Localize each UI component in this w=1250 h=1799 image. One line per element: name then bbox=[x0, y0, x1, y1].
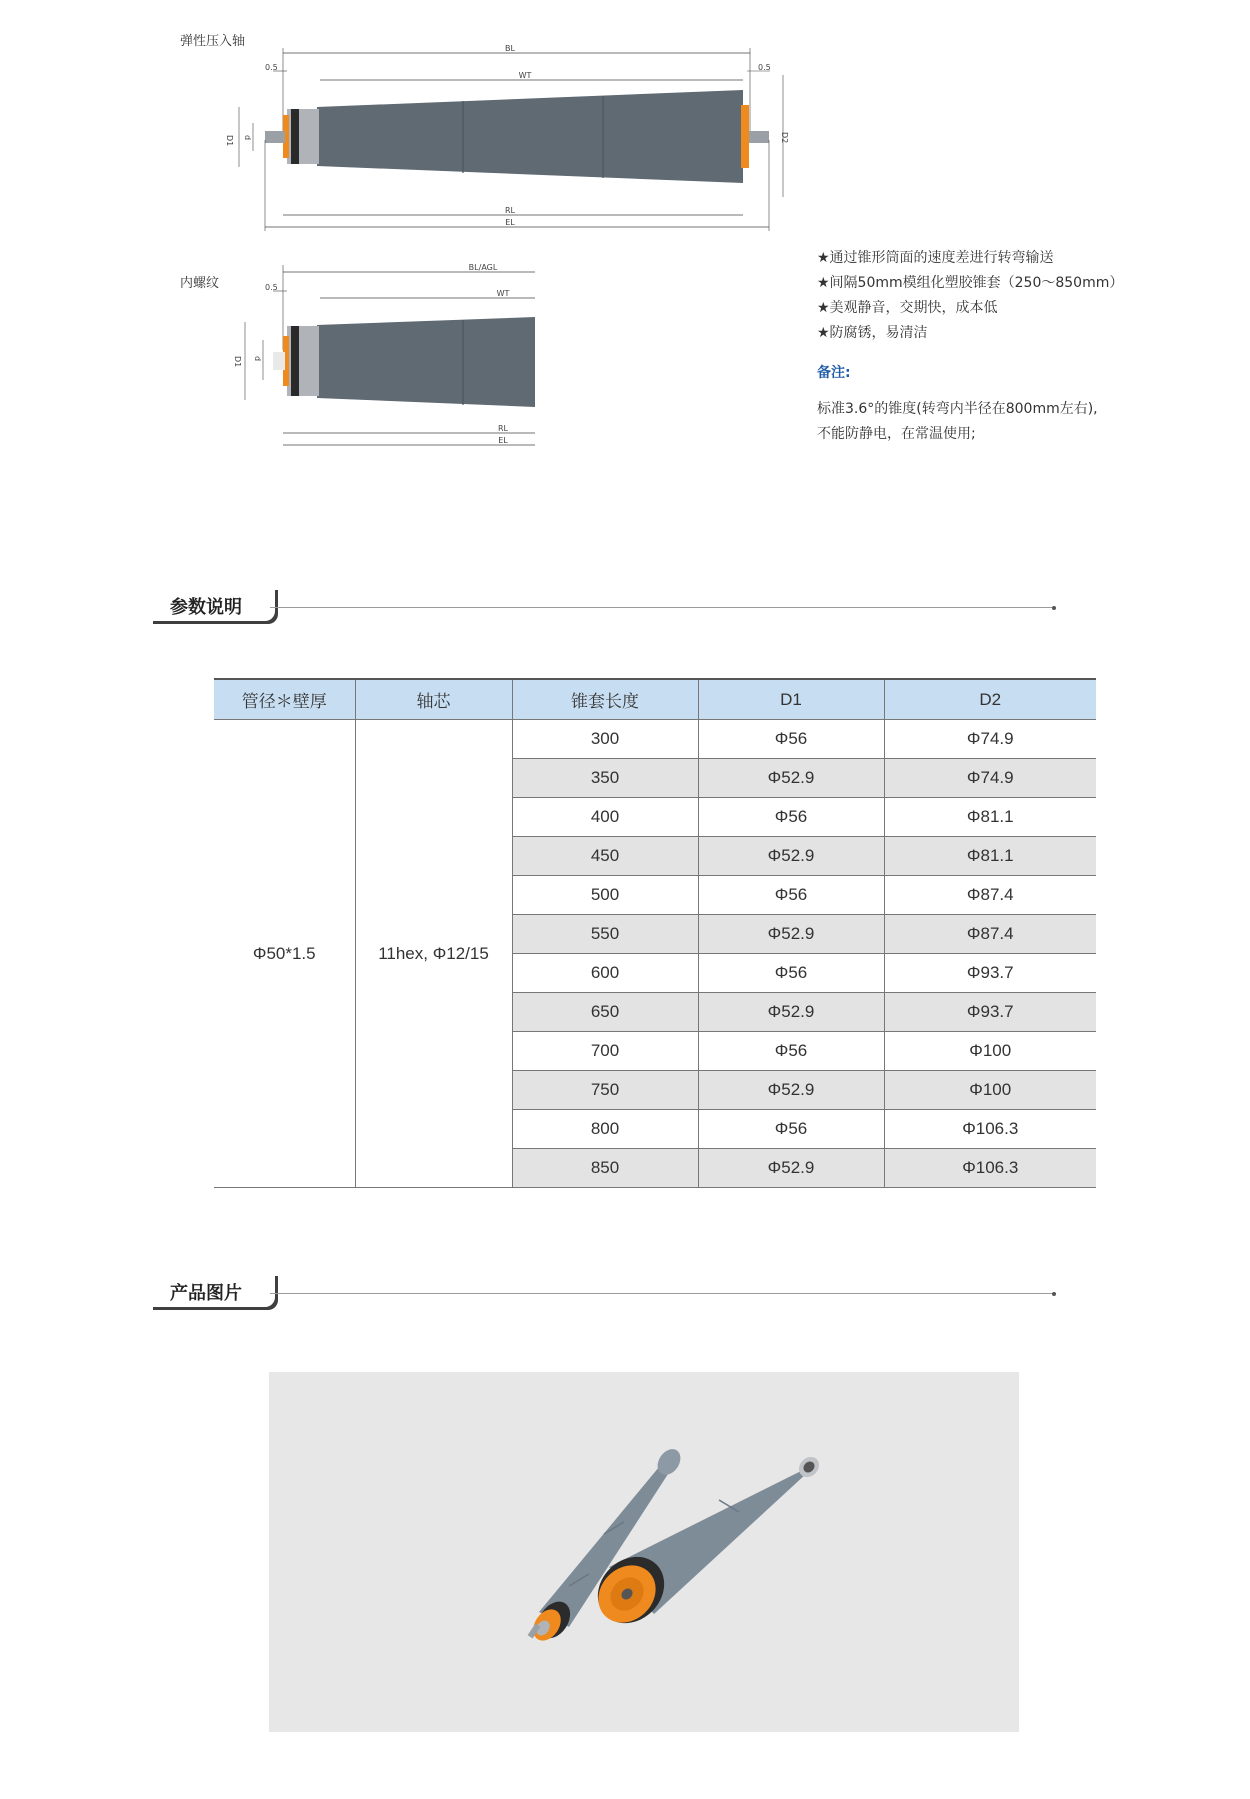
length-cell: 750 bbox=[512, 1071, 698, 1110]
note-title: 备注: bbox=[817, 365, 851, 381]
note-line: 标准3.6°的锥度(转弯内半径在800mm左右), bbox=[817, 401, 1098, 417]
photos-section-title bbox=[150, 1273, 275, 1307]
d1-cell: Φ56 bbox=[698, 720, 884, 759]
section-divider bbox=[270, 1293, 1054, 1294]
header-d1: D1 bbox=[698, 679, 884, 720]
length-cell: 400 bbox=[512, 798, 698, 837]
feature-item: ★美观静音，交期快，成本低 bbox=[817, 300, 998, 316]
dim-el-bottom: EL bbox=[498, 436, 508, 445]
internal-thread-diagram bbox=[225, 260, 545, 455]
header-pipe: 管径＊壁厚 bbox=[214, 679, 355, 720]
section-divider-dot bbox=[1052, 606, 1056, 610]
dim-rl-bottom: RL bbox=[497, 424, 509, 433]
d1-cell: Φ52.9 bbox=[698, 759, 884, 798]
dim-d1: D1 bbox=[225, 135, 234, 147]
spec-table bbox=[214, 678, 1096, 1188]
length-cell: 800 bbox=[512, 1110, 698, 1149]
photos-section-label: 产品图片 bbox=[170, 1283, 242, 1304]
top-diagram-label: 弹性压入轴 bbox=[180, 34, 246, 49]
params-section-title bbox=[150, 587, 275, 621]
dim-d2: D2 bbox=[780, 132, 789, 144]
feature-item: ★间隔50mm模组化塑胶锥套（250～850mm） bbox=[817, 275, 1124, 291]
d1-cell: Φ52.9 bbox=[698, 993, 884, 1032]
feature-list bbox=[817, 246, 1217, 346]
header-d2: D2 bbox=[884, 679, 1096, 720]
d1-cell: Φ56 bbox=[698, 954, 884, 993]
length-cell: 550 bbox=[512, 915, 698, 954]
dim-rl: RL bbox=[504, 206, 516, 215]
shaft-cell: 11hex, Φ12/15 bbox=[355, 720, 512, 1188]
d1-cell: Φ52.9 bbox=[698, 1149, 884, 1188]
length-cell: 600 bbox=[512, 954, 698, 993]
d2-cell: Φ106.3 bbox=[884, 1149, 1096, 1188]
dim-gap-right: 0.5 bbox=[758, 63, 771, 72]
d2-cell: Φ87.4 bbox=[884, 915, 1096, 954]
table-row bbox=[214, 720, 1096, 759]
dim-wt: WT bbox=[518, 71, 532, 80]
d1-cell: Φ56 bbox=[698, 1032, 884, 1071]
d2-cell: Φ81.1 bbox=[884, 837, 1096, 876]
pipe-cell: Φ50*1.5 bbox=[214, 720, 355, 1188]
dim-gap-left-bottom: 0.5 bbox=[265, 283, 278, 292]
d2-cell: Φ100 bbox=[884, 1071, 1096, 1110]
dim-bl: BL bbox=[505, 45, 515, 53]
length-cell: 700 bbox=[512, 1032, 698, 1071]
dim-el: EL bbox=[505, 218, 515, 227]
length-cell: 650 bbox=[512, 993, 698, 1032]
dim-d1-bottom: D1 bbox=[233, 356, 242, 368]
d2-cell: Φ93.7 bbox=[884, 993, 1096, 1032]
dim-gap-left: 0.5 bbox=[265, 63, 278, 72]
d2-cell: Φ74.9 bbox=[884, 759, 1096, 798]
d1-cell: Φ56 bbox=[698, 1110, 884, 1149]
conical-rollers-illustration bbox=[269, 1372, 1019, 1732]
dim-bl-agl: BL/AGL bbox=[468, 263, 498, 272]
length-cell: 300 bbox=[512, 720, 698, 759]
dim-wt-bottom: WT bbox=[496, 289, 510, 298]
d2-cell: Φ74.9 bbox=[884, 720, 1096, 759]
note-line: 不能防静电，在常温使用; bbox=[817, 426, 976, 442]
d1-cell: Φ56 bbox=[698, 798, 884, 837]
table-header-row bbox=[214, 679, 1096, 720]
d2-cell: Φ100 bbox=[884, 1032, 1096, 1071]
header-shaft: 轴芯 bbox=[355, 679, 512, 720]
d2-cell: Φ81.1 bbox=[884, 798, 1096, 837]
dim-d: d bbox=[243, 135, 252, 141]
d1-cell: Φ56 bbox=[698, 876, 884, 915]
length-cell: 500 bbox=[512, 876, 698, 915]
elastic-shaft-diagram bbox=[225, 45, 800, 235]
feature-item: ★防腐锈，易清洁 bbox=[817, 325, 928, 341]
d2-cell: Φ87.4 bbox=[884, 876, 1096, 915]
feature-item: ★通过锥形筒面的速度差进行转弯输送 bbox=[817, 250, 1054, 266]
length-cell: 850 bbox=[512, 1149, 698, 1188]
d1-cell: Φ52.9 bbox=[698, 1071, 884, 1110]
d2-cell: Φ93.7 bbox=[884, 954, 1096, 993]
d1-cell: Φ52.9 bbox=[698, 915, 884, 954]
section-divider bbox=[270, 607, 1054, 608]
d1-cell: Φ52.9 bbox=[698, 837, 884, 876]
section-divider-dot bbox=[1052, 1292, 1056, 1296]
note-body bbox=[817, 397, 1217, 447]
length-cell: 450 bbox=[512, 837, 698, 876]
d2-cell: Φ106.3 bbox=[884, 1110, 1096, 1149]
dim-d-bottom: d bbox=[253, 356, 262, 362]
length-cell: 350 bbox=[512, 759, 698, 798]
header-sleeve-length: 锥套长度 bbox=[512, 679, 698, 720]
bottom-diagram-label: 内螺纹 bbox=[180, 276, 220, 291]
params-section-label: 参数说明 bbox=[170, 597, 242, 618]
product-photo bbox=[269, 1372, 1019, 1732]
